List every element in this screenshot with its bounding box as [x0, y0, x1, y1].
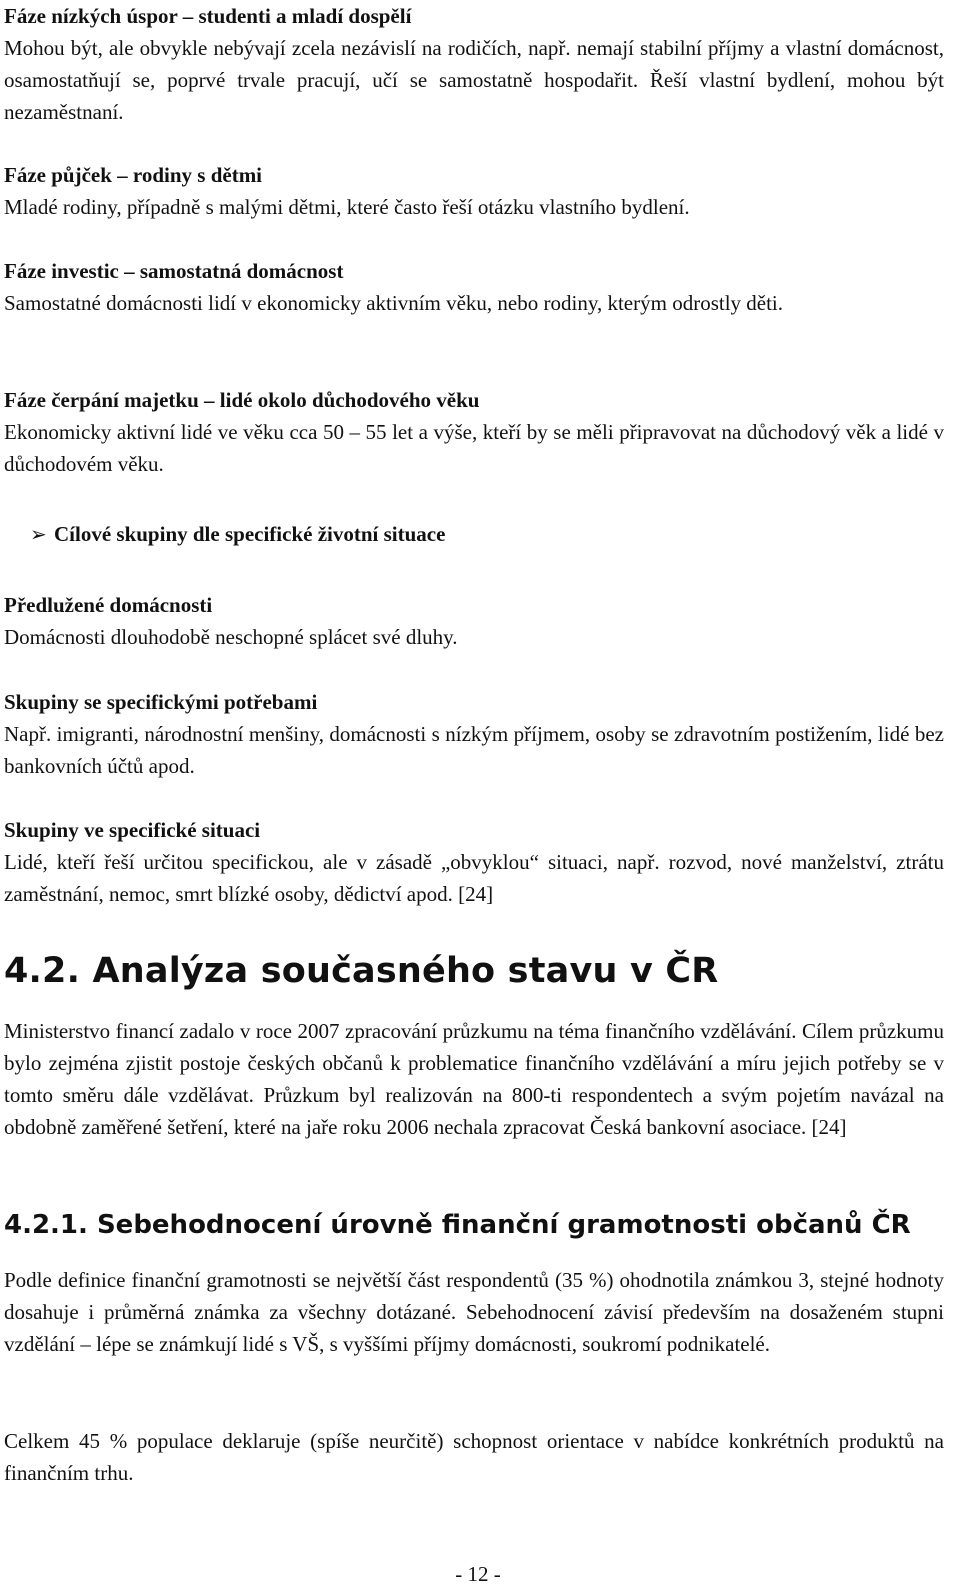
chapter-section: [4, 949, 944, 993]
group-heading: Předlužené domácnosti: [4, 593, 213, 617]
subchapter-body: [4, 1264, 944, 1360]
phase-low-savings: [4, 0, 944, 128]
section-body: Ekonomicky aktivní lidé ve věku cca 50 – 55 let a výše, kteří by se měli připravovat na důchodový věk a lidé v důchodovém věku.: [4, 420, 944, 476]
chapter-paragraph: Ministerstvo financí zadalo v roce 2007 zpracování průzkumu na téma finančního vzdělávání. Cílem průzkumu bylo zejména zjistit postoje českých občanů k problematice finančního vzdělávání a míru jejich potřeby se v tomto směru dále vzdělávat. Průzkum byl realizován na 800-ti respondentech a svým pojetím navázal na obdobně zaměřené šetření, které na jaře roku 2006 nechala zpracovat Česká bankovní asociace. [24]: [4, 1019, 944, 1139]
chapter-title: 4.2. Analýza současného stavu v ČR: [4, 951, 719, 991]
subchapter-body-2: [4, 1425, 944, 1489]
section-heading: Fáze nízkých úspor – studenti a mladí dospělí: [4, 4, 412, 28]
subchapter-paragraph-2: Celkem 45 % populace deklaruje (spíše neurčitě) schopnost orientace v nabídce konkrétních produktů na finančním trhu.: [4, 1429, 944, 1485]
section-heading: Fáze čerpání majetku – lidé okolo důchodového věku: [4, 388, 480, 412]
group-specific-needs: [4, 686, 944, 782]
bullet-heading: Cílové skupiny dle specifické životní situace: [54, 522, 446, 546]
subchapter-section: [4, 1207, 944, 1243]
group-over-indebted: [4, 589, 944, 653]
page-number: - 12 -: [455, 1562, 501, 1586]
section-body: Mladé rodiny, případně s malými dětmi, které často řeší otázku vlastního bydlení.: [4, 195, 690, 219]
target-groups-bullet: [4, 518, 944, 550]
subchapter-paragraph-1: Podle definice finanční gramotnosti se největší část respondentů (35 %) ohodnotila známkou 3, stejné hodnoty dosahuje i průměrná známka za všechny dotázané. Sebehodnocení závisí především na dosaženém stupni vzdělání – lépe se známkují lidé s VŠ, s vyššími příjmy domácnosti, soukromí podnikatelé.: [4, 1268, 944, 1356]
group-heading: Skupiny ve specifické situaci: [4, 818, 261, 842]
phase-investments: [4, 255, 944, 319]
section-heading: Fáze půjček – rodiny s dětmi: [4, 163, 263, 187]
group-body: Lidé, kteří řeší určitou specifickou, ale v zásadě „obvyklou“ situaci, např. rozvod, nové manželství, ztrátu zaměstnání, nemoc, smrt blízké osoby, dědictví apod. [24]: [4, 850, 944, 906]
phase-asset-drawdown: [4, 384, 944, 480]
subchapter-title: 4.2.1. Sebehodnocení úrovně finanční gramotnosti občanů ČR: [4, 1210, 911, 1240]
chapter-body: [4, 1015, 944, 1143]
group-body: Např. imigranti, národnostní menšiny, domácnosti s nízkým příjmem, osoby se zdravotním postižením, lidé bez bankovních účtů apod.: [4, 722, 944, 778]
phase-loans: [4, 159, 944, 223]
section-heading: Fáze investic – samostatná domácnost: [4, 259, 344, 283]
group-specific-situation: [4, 814, 944, 910]
group-body: Domácnosti dlouhodobě neschopné splácet své dluhy.: [4, 625, 458, 649]
group-heading: Skupiny se specifickými potřebami: [4, 690, 318, 714]
section-body: Samostatné domácnosti lidí v ekonomicky aktivním věku, nebo rodiny, kterým odrostly děti.: [4, 291, 784, 315]
arrow-bullet-icon: ➢: [30, 522, 47, 546]
section-body: Mohou být, ale obvykle nebývají zcela nezávislí na rodičích, např. nemají stabilní příjmy a vlastní domácnost, osamostatňují se, poprvé trvale pracují, učí se samostatně hospodařit. Řeší vlastní bydlení, mohou být nezaměstnaní.: [4, 36, 944, 124]
